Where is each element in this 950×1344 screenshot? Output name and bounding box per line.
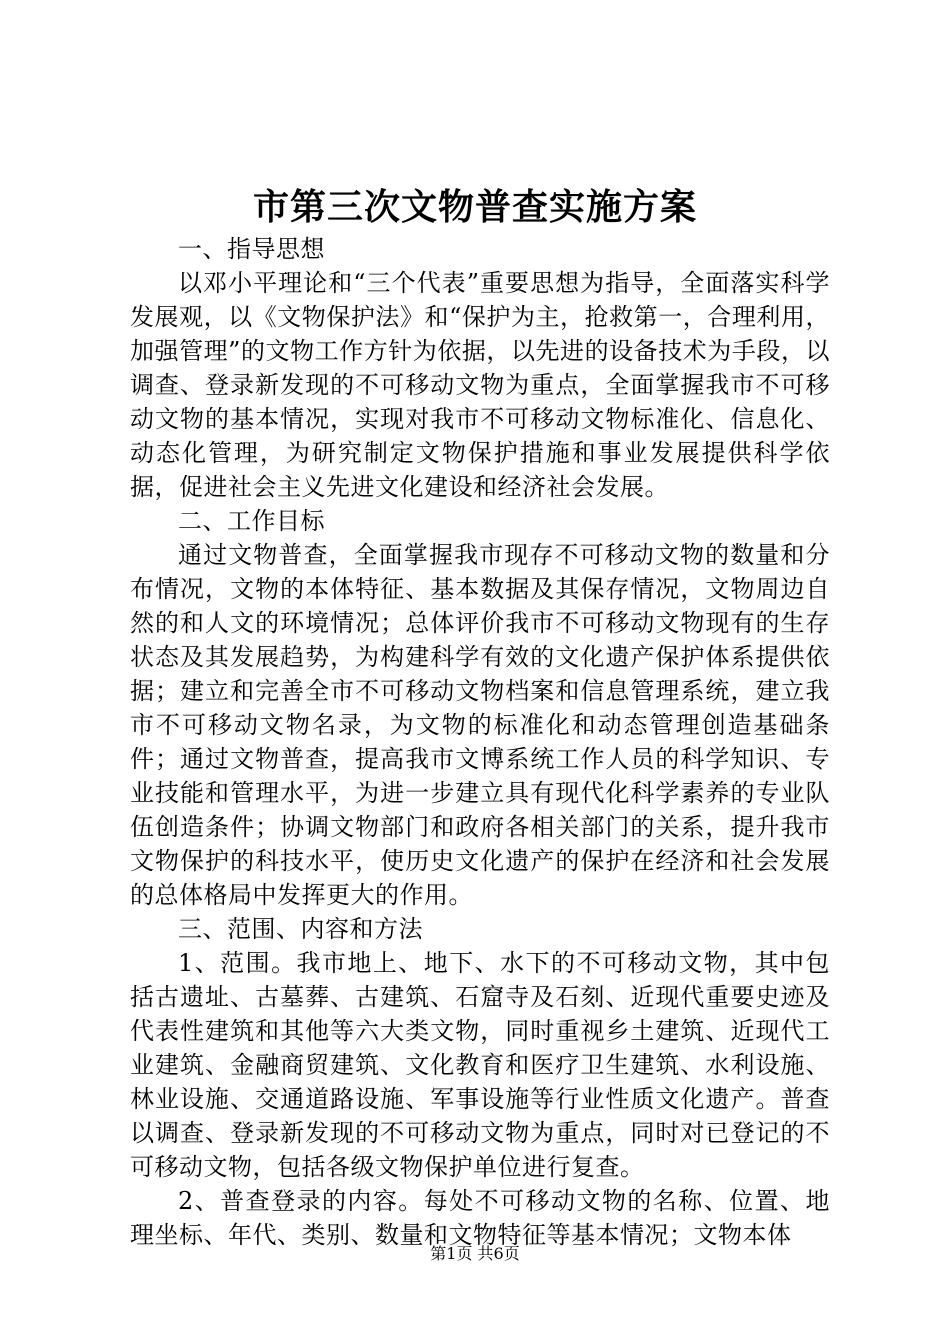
section-heading-work-goals: 二、工作目标 <box>178 507 325 535</box>
paragraph-survey-content: 2、普查登录的内容。每处不可移动文物的名称、位置、地理坐标、年代、类别、数量和文物特征等基本情况；文物本体 <box>130 1187 830 1249</box>
paragraph-guiding-ideology: 以邓小平理论和“三个代表”重要思想为指导，全面落实科学发展观，以《文物保护法》和“保护为主，抢救第一，合理利用，加强管理”的文物工作方针为依据，以先进的设备技术为手段，以调查、登录新发现的不可移动文物为重点，全面掌握我市不可移动文物的基本情况，实现对我市不可移动文物标准化、信息化、动态化管理，为研究制定文物保护措施和事业发展提供科学依据，促进社会主义先进文化建设和经济社会发展。 <box>130 269 830 501</box>
page-number: 第1页 共6页 <box>430 1244 520 1263</box>
document-body <box>130 232 830 1252</box>
paragraph-scope: 1、范围。我市地上、地下、水下的不可移动文物，其中包括古遗址、古墓葬、古建筑、石窟寺及石刻、近现代重要史迹及代表性建筑和其他等六大类文物，同时重视乡土建筑、近现代工业建筑、金融商贸建筑、文化教育和医疗卫生建筑、水利设施、林业设施、交通道路设施、军事设施等行业性质文化遗产。普查以调查、登录新发现的不可移动文物为重点，同时对已登记的不可移动文物，包括各级文物保护单位进行复查。 <box>130 949 830 1181</box>
section-heading-guiding-ideology: 一、指导思想 <box>178 235 325 263</box>
section-heading-scope: 三、范围、内容和方法 <box>178 915 423 943</box>
document-title: 市第三次文物普查实施方案 <box>252 186 697 228</box>
paragraph-work-goals: 通过文物普查，全面掌握我市现存不可移动文物的数量和分布情况，文物的本体特征、基本数据及其保存情况，文物周边自然的和人文的环境情况；总体评价我市不可移动文物现有的生存状态及其发展趋势，为构建科学有效的文化遗产保护体系提供依据；建立和完善全市不可移动文物档案和信息管理系统，建立我市不可移动文物名录，为文物的标准化和动态管理创造基础条件；通过文物普查，提高我市文博系统工作人员的科学知识、专业技能和管理水平，为进一步建立具有现代化科学素养的专业队伍创造条件；协调文物部门和政府各相关部门的关系，提升我市文物保护的科技水平，使历史文化遗产的保护在经济和社会发展的总体格局中发挥更大的作用。 <box>130 541 830 909</box>
